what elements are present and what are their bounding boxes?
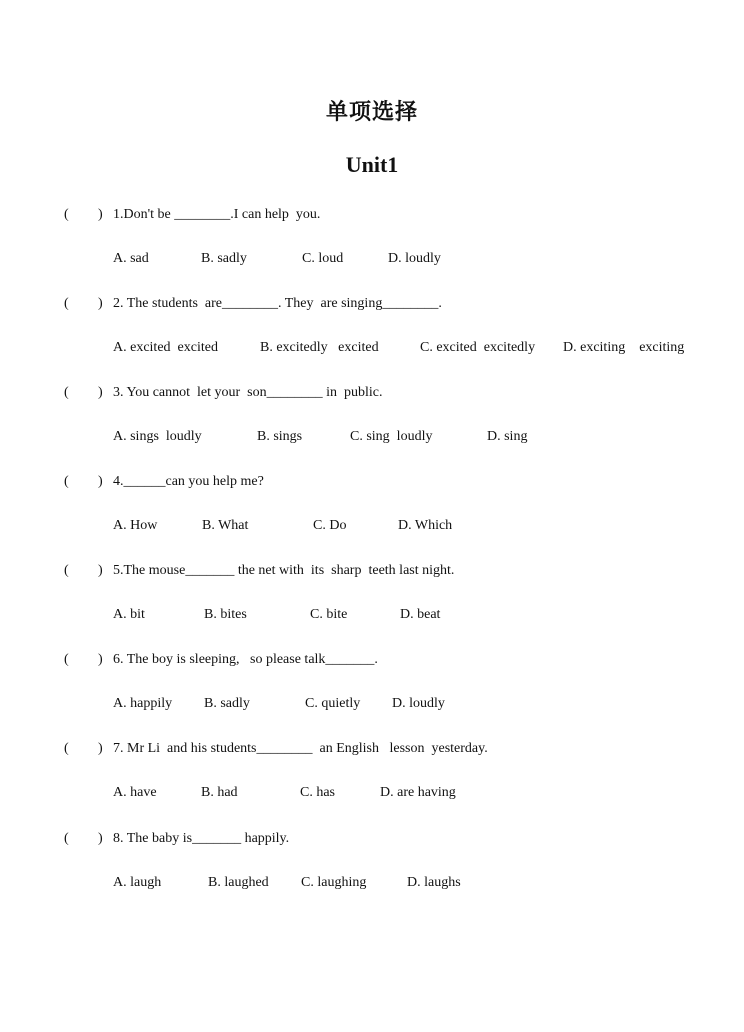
question-stem: 5.The mouse_______ the net with its sharp teeth last night. — [113, 563, 455, 578]
question-2 — [0, 296, 744, 360]
option-d: D. are having — [380, 785, 456, 800]
option-d: D. exciting exciting — [563, 340, 685, 355]
answer-paren-open: ( — [64, 741, 69, 756]
answer-paren-close: ) — [98, 385, 103, 400]
question-5 — [0, 563, 744, 627]
option-c: C. quietly — [305, 696, 361, 711]
option-a: A. sings loudly — [113, 429, 202, 444]
option-b: B. What — [202, 518, 249, 533]
option-d: D. loudly — [388, 251, 441, 266]
option-a: A. have — [113, 785, 157, 800]
option-c: C. sing loudly — [350, 429, 433, 444]
option-c: C. excited excitedly — [420, 340, 536, 355]
answer-paren-close: ) — [98, 207, 103, 222]
option-b: B. bites — [204, 607, 247, 622]
question-stem: 3. You cannot let your son________ in public. — [113, 385, 383, 400]
answer-paren-close: ) — [98, 652, 103, 667]
question-3 — [0, 385, 744, 449]
option-b: B. had — [201, 785, 238, 800]
option-c: C. loud — [302, 251, 344, 266]
answer-paren-open: ( — [64, 474, 69, 489]
answer-paren-open: ( — [64, 385, 69, 400]
question-stem: 6. The boy is sleeping, so please talk_______. — [113, 652, 378, 667]
question-1 — [0, 207, 744, 271]
question-stem: 2. The students are________. They are singing________. — [113, 296, 442, 311]
answer-paren-open: ( — [64, 652, 69, 667]
option-d: D. beat — [400, 607, 441, 622]
option-c: C. has — [300, 785, 335, 800]
option-a: A. excited excited — [113, 340, 218, 355]
option-b: B. excitedly excited — [260, 340, 379, 355]
question-4 — [0, 474, 744, 538]
option-a: A. bit — [113, 607, 145, 622]
option-c: C. Do — [313, 518, 347, 533]
question-stem: 8. The baby is_______ happily. — [113, 831, 290, 846]
answer-paren-close: ) — [98, 563, 103, 578]
page-title: 单项选择 — [325, 100, 418, 125]
option-d: D. sing — [487, 429, 528, 444]
option-d: D. loudly — [392, 696, 445, 711]
option-a: A. laugh — [113, 875, 162, 890]
question-7 — [0, 741, 744, 805]
unit-heading: Unit1 — [345, 152, 399, 177]
option-b: B. laughed — [208, 875, 269, 890]
question-8 — [0, 831, 744, 895]
option-a: A. sad — [113, 251, 149, 266]
answer-paren-open: ( — [64, 831, 69, 846]
question-stem: 1.Don't be ________.I can help you. — [113, 207, 321, 222]
answer-paren-close: ) — [98, 296, 103, 311]
answer-paren-close: ) — [98, 741, 103, 756]
question-stem: 7. Mr Li and his students________ an English lesson yesterday. — [113, 741, 488, 756]
option-d: D. Which — [398, 518, 453, 533]
question-stem: 4.______can you help me? — [113, 474, 264, 489]
answer-paren-open: ( — [64, 296, 69, 311]
option-c: C. bite — [310, 607, 348, 622]
answer-paren-open: ( — [64, 207, 69, 222]
option-d: D. laughs — [407, 875, 461, 890]
option-b: B. sings — [257, 429, 303, 444]
option-c: C. laughing — [301, 875, 367, 890]
answer-paren-open: ( — [64, 563, 69, 578]
question-6 — [0, 652, 744, 716]
answer-paren-close: ) — [98, 474, 103, 489]
option-b: B. sadly — [204, 696, 250, 711]
answer-paren-close: ) — [98, 831, 103, 846]
option-a: A. How — [113, 518, 158, 533]
option-b: B. sadly — [201, 251, 247, 266]
option-a: A. happily — [113, 696, 173, 711]
